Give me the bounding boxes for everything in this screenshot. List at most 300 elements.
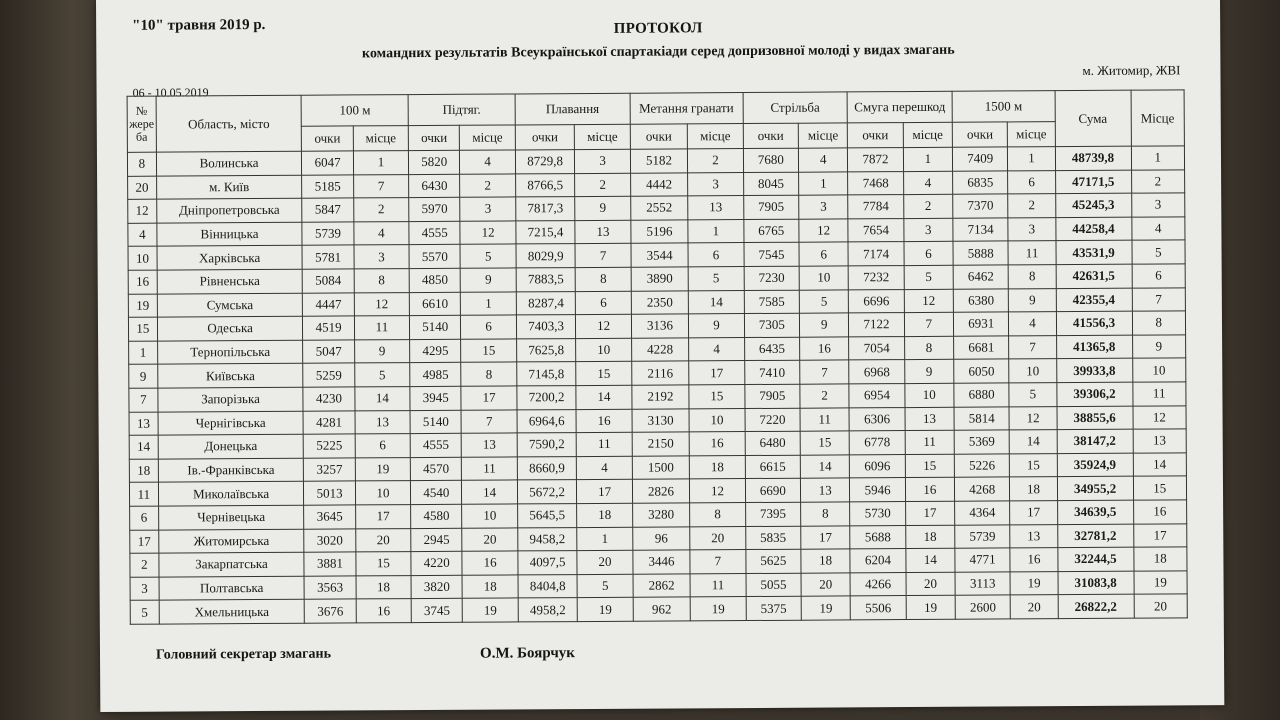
header-event-1500m: 1500 м [952,91,1055,123]
header-event-shooting: Стрільба [743,92,848,124]
grenade-points-cell: 3544 [631,243,689,267]
shooting-place-cell: 11 [800,407,849,431]
grenade-place-cell: 2 [688,149,744,173]
shooting-points-cell: 5835 [745,526,801,550]
rank-cell: 3 [1131,193,1185,217]
subheader-place: місце [1008,122,1055,147]
grenade-place-cell: 9 [689,314,745,338]
100m-place-cell: 13 [355,410,411,434]
region-cell: Київська [157,364,303,388]
sum-cell: 41365,8 [1056,335,1132,359]
pullups-points-cell: 3945 [410,386,461,410]
region-cell: Харківська [157,246,303,270]
100m-place-cell: 16 [356,599,412,623]
grenade-place-cell: 10 [689,408,745,432]
pullups-place-cell: 13 [462,433,518,457]
swimming-points-cell: 8287,4 [516,291,576,315]
region-cell: Хмельницька [159,600,305,624]
shooting-place-cell: 1 [799,172,848,196]
100m-points-cell: 4447 [303,292,354,316]
swimming-place-cell: 20 [577,550,633,574]
grenade-points-cell: 2552 [630,196,688,220]
grenade-points-cell: 96 [633,526,691,550]
draw-number-cell: 7 [129,388,158,412]
sum-cell: 45245,3 [1055,193,1131,217]
pullups-points-cell: 4850 [409,268,460,292]
100m-points-cell: 5847 [302,198,353,222]
grenade-place-cell: 7 [690,550,746,574]
shooting-place-cell: 20 [801,573,850,597]
grenade-points-cell: 5182 [630,149,688,173]
grenade-points-cell: 1500 [632,456,690,480]
1500m-place-cell: 20 [1011,595,1058,619]
pullups-points-cell: 4295 [410,339,461,363]
rank-cell: 18 [1133,547,1187,571]
swimming-place-cell: 19 [578,598,634,622]
1500m-points-cell: 6050 [954,359,1010,383]
obstacle-points-cell: 7784 [848,195,904,219]
header-sum: Сума [1055,90,1131,146]
region-cell: Закарпатська [159,552,305,576]
100m-place-cell: 9 [354,339,410,363]
pullups-points-cell: 5140 [410,315,461,339]
rank-cell: 2 [1131,169,1185,193]
draw-number-cell: 9 [129,364,158,388]
1500m-points-cell: 6380 [953,288,1009,312]
100m-points-cell: 5013 [304,481,355,505]
sum-cell: 34955,2 [1057,476,1133,500]
region-cell: Миколаївська [158,482,304,506]
header-rank: Місце [1131,90,1185,146]
region-cell: Полтавська [159,576,305,600]
1500m-place-cell: 17 [1010,501,1057,525]
pullups-place-cell: 17 [461,386,517,410]
grenade-place-cell: 15 [689,384,745,408]
obstacle-place-cell: 1 [903,147,952,171]
shooting-place-cell: 16 [800,337,849,361]
header-event-pullups: Підтяг. [408,94,515,126]
pullups-points-cell: 4555 [409,221,460,245]
pullups-place-cell: 20 [462,527,518,551]
pullups-points-cell: 4580 [411,504,462,528]
grenade-points-cell: 2150 [632,432,690,456]
shooting-place-cell: 2 [800,384,849,408]
pullups-place-cell: 1 [461,292,517,316]
swimming-points-cell: 8404,8 [518,574,578,598]
swimming-place-cell: 2 [575,173,631,197]
draw-number-cell: 13 [129,412,158,436]
pullups-place-cell: 9 [461,268,517,292]
swimming-place-cell: 3 [575,149,631,173]
shooting-place-cell: 5 [799,289,848,313]
1500m-points-cell: 6880 [954,383,1010,407]
sum-cell: 34639,5 [1057,500,1133,524]
header-draw-number: № жере ба [127,96,156,152]
region-cell: Запорізька [158,387,304,411]
swimming-place-cell: 11 [577,432,633,456]
pullups-points-cell: 2945 [411,528,462,552]
sum-cell: 42355,4 [1056,288,1132,312]
draw-number-cell: 5 [130,600,159,624]
region-cell: Вінницька [157,222,303,246]
grenade-points-cell: 2350 [631,290,689,314]
obstacle-place-cell: 11 [905,430,954,454]
signer-title: Головний секретар змагань [155,646,331,663]
swimming-place-cell: 12 [576,314,632,338]
obstacle-place-cell: 8 [904,336,953,360]
shooting-points-cell: 7305 [744,313,800,337]
pullups-place-cell: 8 [461,362,517,386]
subheader-points: очки [302,126,353,151]
shooting-place-cell: 14 [800,455,849,479]
obstacle-points-cell: 7468 [848,171,904,195]
100m-place-cell: 17 [355,504,411,528]
swimming-points-cell: 7200,2 [517,386,577,410]
shooting-points-cell: 6435 [744,337,800,361]
100m-place-cell: 7 [353,174,409,198]
obstacle-place-cell: 15 [905,454,954,478]
shooting-points-cell: 7220 [745,408,801,432]
grenade-place-cell: 5 [688,267,744,291]
rank-cell: 8 [1132,311,1186,335]
grenade-place-cell: 13 [688,196,744,220]
grenade-place-cell: 3 [688,172,744,196]
swimming-place-cell: 10 [576,338,632,362]
shooting-points-cell: 6690 [745,479,801,503]
pullups-points-cell: 4220 [411,551,462,575]
100m-points-cell: 3645 [304,505,355,529]
obstacle-points-cell: 6968 [849,360,905,384]
pullups-points-cell: 4985 [410,363,461,387]
region-cell: м. Київ [156,175,302,199]
obstacle-place-cell: 16 [905,478,954,502]
document-title: ПРОТОКОЛ [613,20,703,37]
1500m-place-cell: 4 [1009,312,1056,336]
obstacle-points-cell: 6096 [850,454,906,478]
1500m-points-cell: 6931 [953,312,1009,336]
region-cell: Донецька [158,434,304,458]
pullups-place-cell: 3 [460,197,516,221]
rank-cell: 12 [1133,405,1187,429]
obstacle-points-cell: 5946 [850,478,906,502]
rank-cell: 10 [1132,358,1186,382]
results-table-body [127,146,1187,624]
grenade-place-cell: 14 [689,290,745,314]
100m-place-cell: 10 [355,481,411,505]
grenade-points-cell: 2862 [633,574,691,598]
shooting-place-cell: 17 [801,525,850,549]
sum-cell: 48739,8 [1055,146,1131,170]
100m-points-cell: 5084 [303,269,354,293]
grenade-place-cell: 18 [690,455,746,479]
signer-name: О.М. Боярчук [479,645,575,662]
1500m-place-cell: 5 [1009,383,1056,407]
shooting-points-cell: 7410 [744,361,800,385]
swimming-place-cell: 8 [576,267,632,291]
grenade-place-cell: 4 [689,337,745,361]
sum-cell: 39306,2 [1056,382,1132,406]
swimming-points-cell: 4958,2 [518,598,578,622]
sum-cell: 35924,9 [1057,453,1133,477]
shooting-points-cell: 5625 [746,549,802,573]
obstacle-place-cell: 13 [905,407,954,431]
pullups-points-cell: 6610 [409,292,460,316]
1500m-place-cell: 6 [1008,170,1055,194]
draw-number-cell: 1 [129,341,158,365]
shooting-place-cell: 3 [799,195,848,219]
1500m-place-cell: 1 [1008,147,1055,171]
swimming-points-cell: 9458,2 [518,527,578,551]
subheader-place: місце [460,125,516,150]
draw-number-cell: 11 [129,482,158,506]
100m-points-cell: 5739 [302,222,353,246]
obstacle-points-cell: 6696 [849,289,905,313]
obstacle-place-cell: 17 [905,501,954,525]
1500m-place-cell: 18 [1010,477,1057,501]
grenade-place-cell: 19 [690,597,746,621]
grenade-points-cell: 2192 [632,385,690,409]
grenade-points-cell: 4442 [630,172,688,196]
region-cell: Волинська [156,151,302,175]
sum-cell: 32781,2 [1057,524,1133,548]
swimming-place-cell: 6 [576,291,632,315]
subheader-place: місце [798,123,847,148]
swimming-points-cell: 7883,5 [516,268,576,292]
obstacle-place-cell: 12 [904,289,953,313]
obstacle-points-cell: 6306 [849,407,905,431]
swimming-points-cell: 8729,8 [515,150,575,174]
shooting-points-cell: 6615 [745,455,801,479]
pullups-place-cell: 14 [462,480,518,504]
draw-number-cell: 20 [128,176,157,200]
draw-number-cell: 12 [128,199,157,223]
100m-place-cell: 20 [355,528,411,552]
grenade-place-cell: 16 [689,432,745,456]
region-cell: Чернігівська [158,411,304,435]
pullups-points-cell: 5970 [409,197,460,221]
swimming-place-cell: 4 [577,456,633,480]
rank-cell: 9 [1132,335,1186,359]
100m-place-cell: 3 [354,245,410,269]
pullups-points-cell: 5570 [409,245,460,269]
grenade-place-cell: 20 [690,526,746,550]
obstacle-points-cell: 7174 [848,242,904,266]
1500m-place-cell: 2 [1008,194,1055,218]
draw-number-cell: 8 [127,152,156,176]
shooting-points-cell: 7545 [744,243,800,267]
region-cell: Чернівецька [158,505,304,529]
obstacle-place-cell: 2 [903,194,952,218]
shooting-place-cell: 18 [801,549,850,573]
swimming-place-cell: 16 [576,409,632,433]
sum-cell: 38147,2 [1057,429,1133,453]
shooting-place-cell: 19 [801,596,850,620]
subheader-points: очки [515,125,575,150]
draw-number-cell: 3 [130,577,159,601]
subheader-place: місце [575,124,631,149]
rank-cell: 20 [1134,594,1188,618]
pullups-place-cell: 7 [461,409,517,433]
100m-place-cell: 8 [354,269,410,293]
1500m-place-cell: 10 [1009,359,1056,383]
100m-points-cell: 6047 [302,151,353,175]
rank-cell: 19 [1134,571,1188,595]
1500m-points-cell: 4268 [954,477,1010,501]
document-place: м. Житомир, ЖВІ [1082,62,1181,78]
100m-place-cell: 12 [354,292,410,316]
shooting-points-cell: 5055 [746,573,802,597]
shooting-place-cell: 13 [800,478,849,502]
1500m-points-cell: 5814 [954,406,1010,430]
header-event-100m: 100 м [302,95,409,127]
region-cell: Сумська [157,293,303,317]
1500m-points-cell: 5226 [954,454,1010,478]
1500m-place-cell: 13 [1010,524,1057,548]
shooting-points-cell: 6765 [744,219,800,243]
shooting-points-cell: 8045 [743,172,799,196]
results-table-header [127,90,1184,152]
1500m-place-cell: 19 [1010,571,1057,595]
rank-cell: 15 [1133,476,1187,500]
shooting-place-cell: 9 [799,313,848,337]
pullups-points-cell: 3745 [411,599,462,623]
obstacle-place-cell: 20 [906,572,955,596]
swimming-points-cell: 8766,5 [515,173,575,197]
swimming-place-cell: 1 [577,527,633,551]
1500m-place-cell: 11 [1008,241,1055,265]
grenade-place-cell: 1 [688,219,744,243]
header-event-grenade: Метання гранати [630,93,743,125]
swimming-place-cell: 13 [575,220,631,244]
obstacle-place-cell: 7 [904,312,953,336]
1500m-points-cell: 4771 [955,548,1011,572]
obstacle-place-cell: 6 [904,242,953,266]
100m-place-cell: 18 [356,575,412,599]
1500m-points-cell: 3113 [955,572,1011,596]
rank-cell: 1 [1131,146,1185,170]
shooting-points-cell: 7680 [743,148,799,172]
subheader-place: місце [688,124,744,149]
obstacle-points-cell: 5730 [850,501,906,525]
swimming-place-cell: 9 [575,196,631,220]
header-event-swimming: Плавання [515,93,630,125]
shooting-place-cell: 15 [800,431,849,455]
1500m-points-cell: 6681 [954,336,1010,360]
1500m-points-cell: 4364 [955,501,1011,525]
obstacle-points-cell: 7654 [848,218,904,242]
sum-cell: 32244,5 [1057,547,1133,571]
pullups-place-cell: 18 [462,575,518,599]
100m-points-cell: 4230 [303,387,354,411]
obstacle-points-cell: 5506 [850,596,906,620]
grenade-place-cell: 8 [690,502,746,526]
region-cell: Житомирська [158,529,304,553]
1500m-points-cell: 5739 [955,524,1011,548]
swimming-place-cell: 7 [575,244,631,268]
1500m-points-cell: 2600 [955,595,1011,619]
pullups-points-cell: 5820 [409,150,460,174]
grenade-points-cell: 4228 [631,338,689,362]
swimming-points-cell: 4097,5 [518,551,578,575]
swimming-points-cell: 7817,3 [516,197,576,221]
document-subtitle: командних результатів Всеукраїнської спартакіади серед допризовної молоді у видах змагань [361,42,955,62]
grenade-points-cell: 3130 [632,408,690,432]
pullups-place-cell: 4 [460,150,516,174]
obstacle-points-cell: 4266 [850,572,906,596]
pullups-place-cell: 10 [462,504,518,528]
1500m-place-cell: 14 [1010,430,1057,454]
grenade-points-cell: 2116 [632,361,690,385]
1500m-points-cell: 5369 [954,430,1010,454]
obstacle-place-cell: 18 [905,525,954,549]
grenade-points-cell: 3136 [631,314,689,338]
region-cell: Ів.-Франківська [158,458,304,482]
pullups-place-cell: 11 [462,457,518,481]
obstacle-place-cell: 5 [904,265,953,289]
draw-number-cell: 4 [128,223,157,247]
100m-place-cell: 4 [354,221,410,245]
sum-cell: 26822,2 [1058,594,1134,618]
obstacle-points-cell: 7232 [848,266,904,290]
rank-cell: 17 [1133,523,1187,547]
1500m-points-cell: 6462 [953,265,1009,289]
pullups-points-cell: 3820 [411,575,462,599]
rank-cell: 4 [1131,217,1185,241]
100m-points-cell: 3257 [304,458,355,482]
1500m-place-cell: 9 [1009,288,1056,312]
shooting-points-cell: 7905 [745,384,801,408]
region-cell: Тернопільська [157,340,303,364]
pullups-points-cell: 5140 [410,410,461,434]
rank-cell: 14 [1133,453,1187,477]
obstacle-points-cell: 6204 [850,549,906,573]
100m-place-cell: 2 [353,198,409,222]
sum-cell: 44258,4 [1055,217,1131,241]
pullups-points-cell: 4555 [410,433,461,457]
draw-number-cell: 14 [129,435,158,459]
obstacle-points-cell: 7122 [849,313,905,337]
obstacle-place-cell: 3 [904,218,953,242]
pullups-points-cell: 4570 [410,457,461,481]
rank-cell: 7 [1132,287,1186,311]
region-cell: Рівненська [157,269,303,293]
shooting-place-cell: 7 [800,360,849,384]
draw-number-cell: 10 [128,247,157,271]
100m-points-cell: 5225 [304,434,355,458]
obstacle-points-cell: 7872 [848,148,904,172]
grenade-points-cell: 3280 [632,503,690,527]
pullups-place-cell: 19 [463,598,519,622]
swimming-place-cell: 17 [577,480,633,504]
rank-cell: 5 [1132,240,1186,264]
rank-cell: 13 [1133,429,1187,453]
grenade-place-cell: 17 [689,361,745,385]
1500m-points-cell: 5888 [953,241,1009,265]
shooting-points-cell: 7230 [744,266,800,290]
draw-number-cell: 17 [130,530,159,554]
competition-period: 06 - 10.05.2019 [132,85,209,100]
obstacle-place-cell: 10 [905,383,954,407]
obstacle-place-cell: 9 [904,360,953,384]
swimming-points-cell: 7625,8 [516,338,576,362]
shooting-place-cell: 12 [799,219,848,243]
shooting-place-cell: 8 [801,502,850,526]
draw-number-cell: 15 [128,317,157,341]
table-row [130,594,1187,624]
1500m-place-cell: 15 [1010,453,1057,477]
shooting-place-cell: 4 [798,148,847,172]
100m-points-cell: 4281 [303,410,354,434]
